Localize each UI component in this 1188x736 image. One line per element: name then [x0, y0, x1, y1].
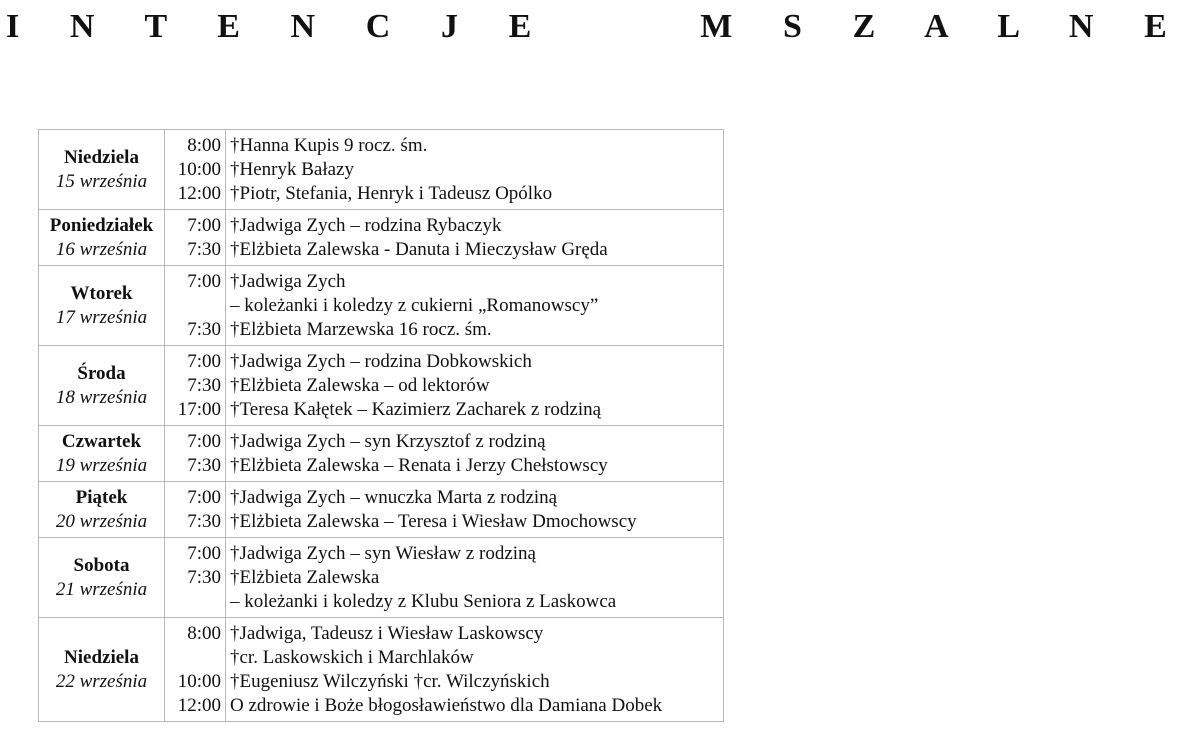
times-cell	[165, 266, 226, 346]
day-date: 18 września	[55, 387, 148, 408]
table-row	[39, 266, 724, 346]
intention: †Piotr, Stefania, Henryk i Tadeusz Opólko	[230, 183, 553, 204]
day-name: Niedziela	[64, 647, 139, 668]
intentions-cell	[226, 538, 724, 618]
mass-time: 12:00	[177, 183, 221, 204]
times-cell	[165, 130, 226, 210]
day-name: Czwartek	[61, 431, 142, 452]
intention: †Elżbieta Zalewska	[230, 567, 380, 588]
day-cell	[39, 266, 165, 346]
mass-time: 7:30	[187, 455, 221, 476]
day-name: Piątek	[75, 487, 128, 508]
day-date: 15 września	[55, 171, 148, 192]
day-cell	[39, 346, 165, 426]
intention: O zdrowie i Boże błogosławieństwo dla Damiana Dobek	[230, 695, 663, 716]
day-cell	[39, 130, 165, 210]
intention: †Jadwiga Zych – rodzina Rybaczyk	[230, 215, 502, 236]
page-title: I N T E N C J E M S Z A L N E	[6, 8, 1188, 45]
times-cell	[165, 538, 226, 618]
mass-time: 10:00	[177, 671, 221, 692]
intention: †Teresa Kałętek – Kazimierz Zacharek z rodziną	[230, 399, 602, 420]
day-name: Środa	[77, 363, 126, 384]
day-date: 16 września	[55, 239, 148, 260]
intention: †Hanna Kupis 9 rocz. śm.	[230, 135, 428, 156]
intentions-cell	[226, 266, 724, 346]
mass-time	[165, 590, 221, 614]
intention: – koleżanki i koledzy z Klubu Seniora z Laskowca	[230, 591, 617, 612]
intention: †Elżbieta Zalewska – Teresa i Wiesław Dmochowscy	[230, 511, 637, 532]
mass-time	[165, 646, 221, 670]
mass-time: 7:30	[187, 511, 221, 532]
table-row	[39, 618, 724, 722]
intention: †Jadwiga, Tadeusz i Wiesław Laskowscy	[230, 623, 544, 644]
intention: †Jadwiga Zych – syn Krzysztof z rodziną	[230, 431, 546, 452]
intention: – koleżanki i koledzy z cukierni „Romanowscy”	[230, 295, 599, 316]
day-name: Niedziela	[64, 147, 139, 168]
day-date: 21 września	[55, 579, 148, 600]
mass-time: 7:00	[187, 271, 221, 292]
day-name: Wtorek	[70, 283, 133, 304]
mass-time: 7:00	[187, 487, 221, 508]
times-cell	[165, 210, 226, 266]
table-row	[39, 426, 724, 482]
table-row	[39, 538, 724, 618]
mass-time: 7:00	[187, 215, 221, 236]
intention: †cr. Laskowskich i Marchlaków	[230, 647, 474, 668]
day-name: Poniedziałek	[49, 215, 154, 236]
mass-time: 7:00	[187, 351, 221, 372]
intentions-cell	[226, 130, 724, 210]
day-name: Sobota	[73, 555, 130, 576]
intention: †Jadwiga Zych – rodzina Dobkowskich	[230, 351, 532, 372]
day-date: 17 września	[55, 307, 148, 328]
times-cell	[165, 482, 226, 538]
intentions-cell	[226, 210, 724, 266]
intentions-cell	[226, 482, 724, 538]
day-cell	[39, 426, 165, 482]
day-cell	[39, 482, 165, 538]
mass-time: 7:30	[187, 319, 221, 340]
intention: †Eugeniusz Wilczyński †cr. Wilczyńskich	[230, 671, 550, 692]
mass-time: 7:30	[187, 239, 221, 260]
mass-time	[165, 294, 221, 318]
mass-time: 7:30	[187, 567, 221, 588]
intentions-cell	[226, 426, 724, 482]
mass-intentions-table	[38, 129, 724, 722]
day-cell	[39, 210, 165, 266]
times-cell	[165, 618, 226, 722]
intention: †Jadwiga Zych – wnuczka Marta z rodziną	[230, 487, 558, 508]
intentions-cell	[226, 346, 724, 426]
mass-time: 8:00	[187, 623, 221, 644]
mass-time: 7:00	[187, 431, 221, 452]
mass-time: 8:00	[187, 135, 221, 156]
intention: †Elżbieta Marzewska 16 rocz. śm.	[230, 319, 492, 340]
table-row	[39, 210, 724, 266]
mass-time: 7:00	[187, 543, 221, 564]
day-date: 19 września	[55, 455, 148, 476]
mass-time: 17:00	[177, 399, 221, 420]
intention: †Elżbieta Zalewska – Renata i Jerzy Chełstowscy	[230, 455, 608, 476]
table-row	[39, 130, 724, 210]
intention: †Jadwiga Zych	[230, 271, 346, 292]
intention: †Jadwiga Zych – syn Wiesław z rodziną	[230, 543, 536, 564]
day-date: 22 września	[55, 671, 148, 692]
times-cell	[165, 426, 226, 482]
table-row	[39, 482, 724, 538]
mass-time: 7:30	[187, 375, 221, 396]
table-row	[39, 346, 724, 426]
intention: †Henryk Bałazy	[230, 159, 354, 180]
day-cell	[39, 618, 165, 722]
intention: †Elżbieta Zalewska - Danuta i Mieczysław Gręda	[230, 239, 608, 260]
day-date: 20 września	[55, 511, 148, 532]
mass-time: 10:00	[177, 159, 221, 180]
intentions-cell	[226, 618, 724, 722]
day-cell	[39, 538, 165, 618]
intention: †Elżbieta Zalewska – od lektorów	[230, 375, 490, 396]
mass-time: 12:00	[177, 695, 221, 716]
times-cell	[165, 346, 226, 426]
